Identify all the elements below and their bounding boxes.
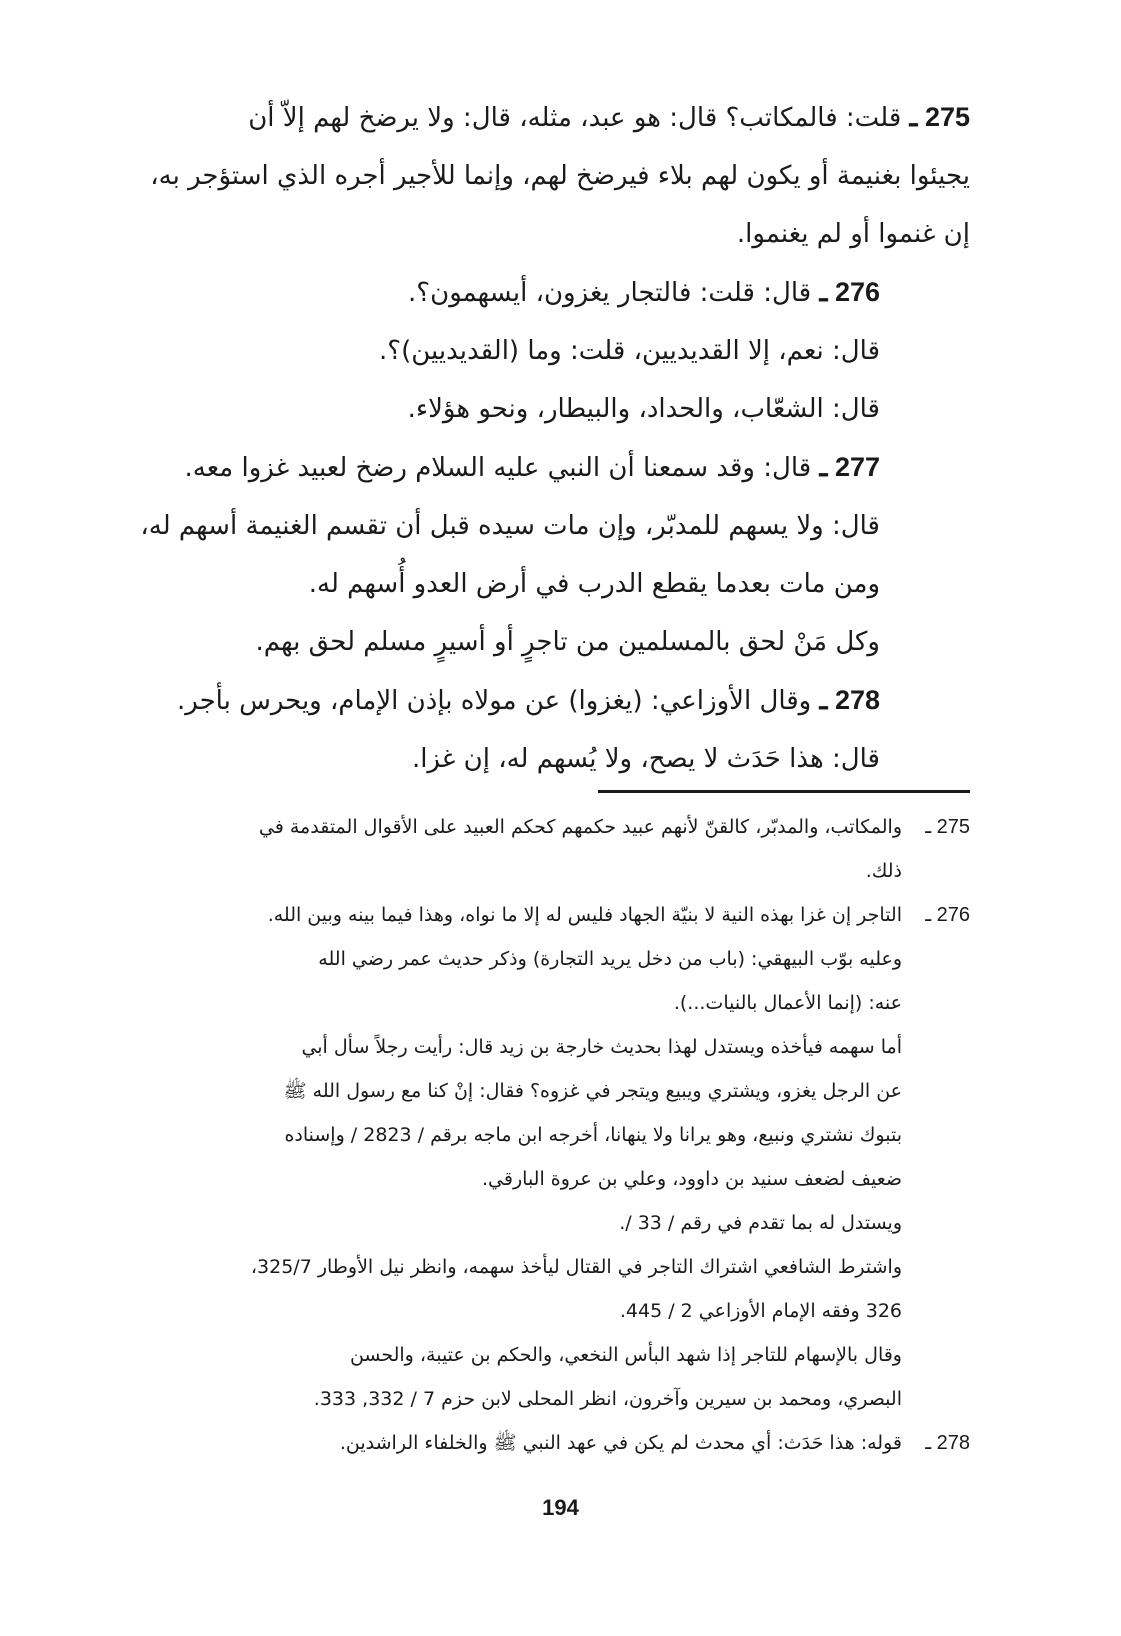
paragraph-line: 276 ـ قال: قلت: فالتجار يغزون، أيسهمون؟.: [408, 277, 880, 308]
paragraph-line: قال: نعم، إلا القديديين، قلت: وما (القديديين)؟.: [379, 336, 880, 366]
footnote-line: وعليه بوّب البيهقي: (باب من دخل يريد التجارة) وذكر حديث عمر رضي الله: [318, 948, 902, 970]
footnote-line: قوله: هذا حَدَث: أي محدث لم يكن في عهد النبي ﷺ والخلفاء الراشدين.: [339, 1432, 902, 1454]
footnote-line: أما سهمه فيأخذه ويستدل لهذا بحديث خارجة بن زيد قال: رأيت رجلاً سأل أبي: [301, 1036, 902, 1058]
footnote-line: وقال بالإسهام للتاجر إذا شهد البأس النخعي، والحكم بن عتيبة، والحسن: [349, 1344, 902, 1366]
footnote-line: والمكاتب، والمدبّر، كالقنّ لأنهم عبيد حكمهم كحكم العبيد على الأقوال المتقدمة في: [258, 816, 902, 838]
footnote-line: واشترط الشافعي اشتراك التاجر في القتال ليأخذ سهمه، وانظر نيل الأوطار 325/7،: [250, 1256, 902, 1278]
footnote-body: [82, 893, 902, 1421]
footnote-number: 278 ـ: [925, 1432, 970, 1454]
paragraph-line: ومن مات بعدما يقطع الدرب في أرض العدو أُسهم له.: [308, 569, 880, 599]
footnote-number: 276 ـ: [925, 904, 970, 926]
paragraph-line: 278 ـ وقال الأوزاعي: (يغزوا) عن مولاه بإذن الإمام، ويحرس بأجر.: [176, 685, 880, 716]
footnote-body: [82, 805, 902, 893]
footnote-276: [82, 893, 970, 1421]
footnote-275: [82, 805, 970, 893]
paragraph-line: إن غنموا أو لم يغنموا.: [736, 219, 970, 249]
paragraph-number: 278 ـ: [819, 685, 880, 715]
footnote-body: [82, 1421, 902, 1465]
paragraph-line: 275 ـ قلت: فالمكاتب؟ قال: هو عبد، مثله، قال: ولا يرضخ لهم إلاّ أن: [248, 102, 970, 133]
footnote-divider: [598, 790, 970, 793]
paragraph-278: [70, 671, 970, 788]
paragraph-number: 277 ـ: [819, 452, 880, 482]
footnote-line: عن الرجل يغزو، ويشتري ويبيع ويتجر في غزوه؟ فقال: إنْ كنا مع رسول الله ﷺ: [283, 1080, 902, 1102]
footnote-number: 275 ـ: [925, 816, 970, 838]
footnote-278: [82, 1421, 970, 1465]
paragraph-275: [70, 88, 970, 263]
paragraph-number: 276 ـ: [819, 277, 880, 307]
paragraph-line: وكل مَنْ لحق بالمسلمين من تاجرٍ أو أسيرٍ مسلم لحق بهم.: [255, 627, 880, 657]
footnote-line: ويستدل له بما تقدم في رقم / 33 /.: [619, 1212, 902, 1234]
paragraph-line: 277 ـ قال: وقد سمعنا أن النبي عليه السلام رضخ لعبيد غزوا معه.: [184, 452, 880, 483]
paragraph-line: قال: ولا يسهم للمدبّر، وإن مات سيده قبل أن تقسم الغنيمة أسهم له،: [140, 511, 880, 541]
paragraph-line: قال: هذا حَدَث لا يصح، ولا يُسهم له، إن غزا.: [411, 744, 880, 774]
paragraph-277: [70, 438, 970, 671]
footnote-line: ذلك.: [865, 860, 902, 882]
page-number: 194: [542, 1495, 579, 1520]
footnote-line: 326 وفقه الإمام الأوزاعي 2 / 445.: [619, 1300, 902, 1322]
paragraph-line: يجيئوا بغنيمة أو يكون لهم بلاء فيرضخ لهم، وإنما للأجير أجره الذي استؤجر به،: [150, 161, 970, 191]
footnotes: [82, 805, 970, 1465]
paragraph-number: 275 ـ: [909, 102, 970, 132]
paragraph-276: [70, 263, 970, 438]
main-text: [70, 88, 970, 788]
footnote-line: التاجر إن غزا بهذه النية لا بنيّة الجهاد فليس له إلا ما نواه، وهذا فيما بينه وبين الله.: [267, 904, 902, 926]
paragraph-line: قال: الشعّاب، والحداد، والبيطار، ونحو هؤلاء.: [407, 394, 880, 424]
footnote-line: عنه: (إنما الأعمال بالنيات...).: [673, 992, 902, 1014]
footnote-line: بتبوك نشتري ونبيع، وهو يرانا ولا ينهانا، أخرجه ابن ماجه برقم / 2823 / وإسناده: [284, 1124, 902, 1146]
footnote-line: البصري، ومحمد بن سيرين وآخرون، انظر المحلى لابن حزم 7 / 332, 333.: [313, 1388, 902, 1410]
footnote-line: ضعيف لضعف سنيد بن داوود، وعلي بن عروة البارقي.: [482, 1168, 902, 1190]
